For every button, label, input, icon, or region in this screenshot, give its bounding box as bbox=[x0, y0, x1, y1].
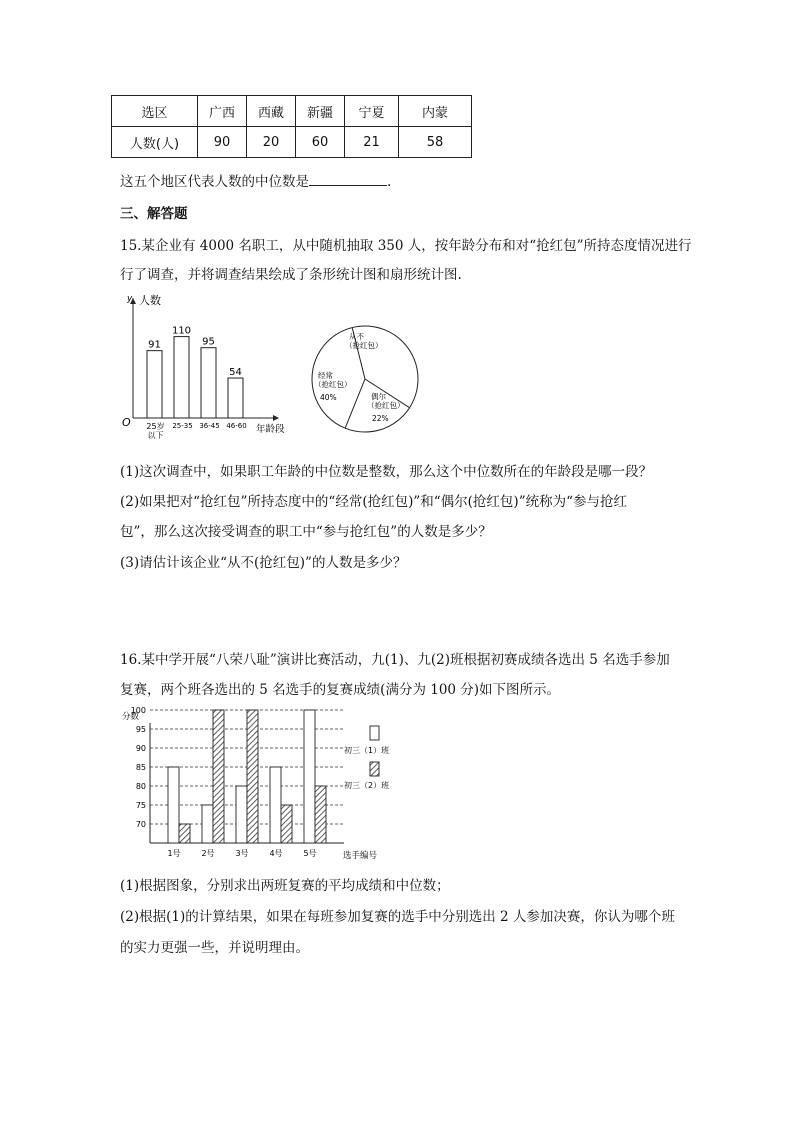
slice-label: 经常 bbox=[318, 371, 333, 380]
y-axis-label: 分数 bbox=[122, 712, 140, 722]
q15-sub-1: (1)这次调查中，如果职工年龄的中位数是整数，那么这个中位数所在的年龄段是哪一段？ bbox=[120, 464, 653, 480]
q16-line-1: 16.某中学开展“八荣八耻”演讲比赛活动，九(1)、九(2)班根据初赛成绩各选出 5 名选手参加 bbox=[120, 652, 670, 668]
table-cell: 20 bbox=[247, 127, 296, 158]
origin-label: O bbox=[122, 416, 131, 429]
table-row bbox=[112, 96, 472, 127]
data-label: 91 bbox=[148, 339, 161, 351]
bar bbox=[304, 710, 315, 843]
tick-label: 100 bbox=[130, 706, 146, 715]
table-cell: 广西 bbox=[198, 96, 247, 127]
legend-label: 初三（1）班 bbox=[344, 746, 390, 755]
table-cell: 60 bbox=[296, 127, 345, 158]
legend-swatch bbox=[370, 726, 379, 740]
data-label: 95 bbox=[202, 336, 215, 348]
bar bbox=[236, 786, 247, 843]
bar bbox=[281, 805, 292, 843]
tick-label: 4号 bbox=[269, 849, 283, 858]
question-text: 这五个地区代表人数的中位数是 bbox=[120, 174, 309, 190]
bar bbox=[213, 710, 224, 843]
x-axis-label: 年龄段 bbox=[256, 424, 285, 435]
bar bbox=[147, 351, 162, 418]
q16-sub-2-line-1: (2)根据(1)的计算结果，如果在每班参加复赛的选手中分别选出 2 人参加决赛，你认为哪个班 bbox=[120, 909, 675, 925]
slice-label: 从不 bbox=[349, 332, 364, 341]
q15-sub-3: (3)请估计该企业“从不(抢红包)”的人数是多少？ bbox=[120, 555, 407, 571]
table-cell: 新疆 bbox=[296, 96, 345, 127]
table-cell: 90 bbox=[198, 127, 247, 158]
table-row bbox=[112, 127, 472, 158]
bar bbox=[202, 805, 213, 843]
tick-label: 70 bbox=[135, 820, 146, 829]
q16-line-2: 复赛，两个班各选出的 5 名选手的复赛成绩(满分为 100 分)如下图所示。 bbox=[120, 682, 561, 698]
tick-label: 以下 bbox=[147, 431, 164, 440]
bar bbox=[270, 767, 281, 843]
q15-line-2: 行了调查，并将调查结果绘成了条形统计图和扇形统计图. bbox=[120, 267, 462, 283]
bar bbox=[247, 710, 258, 843]
tick-label: 46-60 bbox=[226, 422, 247, 430]
legend-label: 初三（2）班 bbox=[344, 781, 390, 790]
bar bbox=[201, 348, 216, 418]
bar bbox=[174, 337, 189, 418]
tick-label: 1号 bbox=[167, 849, 181, 858]
table-cell: 西藏 bbox=[247, 96, 296, 127]
q16-sub-1: (1)根据图象，分别求出两班复赛的平均成绩和中位数； bbox=[120, 878, 450, 894]
slice-label: （抢红包） bbox=[367, 401, 405, 410]
tick-label: 25岁 bbox=[146, 422, 165, 431]
slice-label: （抢红包） bbox=[314, 380, 352, 389]
bar bbox=[168, 767, 179, 843]
slice-label: 偶尔 bbox=[371, 392, 386, 401]
age-bar-chart bbox=[115, 290, 300, 440]
data-label: 54 bbox=[229, 367, 242, 379]
q15-sub-2-line-1: (2)如果把对“抢红包”所持态度中的“经常(抢红包)”和“偶尔(抢红包)”统称为“参与抢红 bbox=[120, 494, 628, 510]
q15-sub-2-line-2: 包”，那么这次接受调查的职工中“参与抢红包”的人数是多少？ bbox=[120, 524, 492, 540]
table-cell: 内蒙 bbox=[399, 96, 472, 127]
tick-label: 85 bbox=[135, 763, 146, 772]
score-bar-chart bbox=[112, 706, 422, 866]
tick-label: 36-45 bbox=[199, 422, 220, 430]
tick-label: 2号 bbox=[201, 849, 215, 858]
region-table bbox=[111, 95, 472, 158]
data-label: 110 bbox=[171, 325, 192, 337]
q16-sub-2-line-2: 的实力更强一些，并说明理由。 bbox=[120, 940, 309, 956]
table-header-cell: 选区 bbox=[112, 96, 198, 127]
bar bbox=[315, 786, 326, 843]
bar bbox=[179, 824, 190, 843]
tick-label: 25-35 bbox=[172, 422, 193, 430]
legend-swatch bbox=[370, 762, 379, 776]
tick-label: 75 bbox=[135, 801, 146, 810]
x-axis-label: 选手编号 bbox=[343, 851, 378, 861]
q15-line-1: 15.某企业有 4000 名职工，从中随机抽取 350 人，按年龄分布和对“抢红包”所持态度情况进行 bbox=[120, 238, 692, 254]
answer-blank bbox=[309, 173, 387, 186]
slice-percent-label: 40% bbox=[320, 393, 337, 402]
y-axis-label: 人数 bbox=[139, 294, 161, 307]
slice-label: （抢红包） bbox=[345, 341, 383, 350]
table-header-cell: 人数(人) bbox=[112, 127, 198, 158]
tick-label: 95 bbox=[135, 725, 146, 734]
tick-label: 3号 bbox=[235, 849, 249, 858]
question-text: . bbox=[387, 174, 392, 190]
y-axis-letter: y bbox=[127, 294, 133, 304]
tick-label: 90 bbox=[135, 744, 146, 753]
attitude-pie-chart bbox=[305, 318, 430, 443]
bar bbox=[228, 378, 243, 418]
section-heading: 三、解答题 bbox=[120, 206, 188, 222]
table-cell: 宁夏 bbox=[345, 96, 399, 127]
x-axis-arrow bbox=[273, 415, 279, 421]
q14-median-question bbox=[120, 170, 391, 190]
table-cell: 21 bbox=[345, 127, 399, 158]
slice-percent-label: 22% bbox=[372, 414, 389, 423]
tick-label: 80 bbox=[135, 782, 146, 791]
table-cell: 58 bbox=[399, 127, 472, 158]
tick-label: 5号 bbox=[303, 849, 317, 858]
